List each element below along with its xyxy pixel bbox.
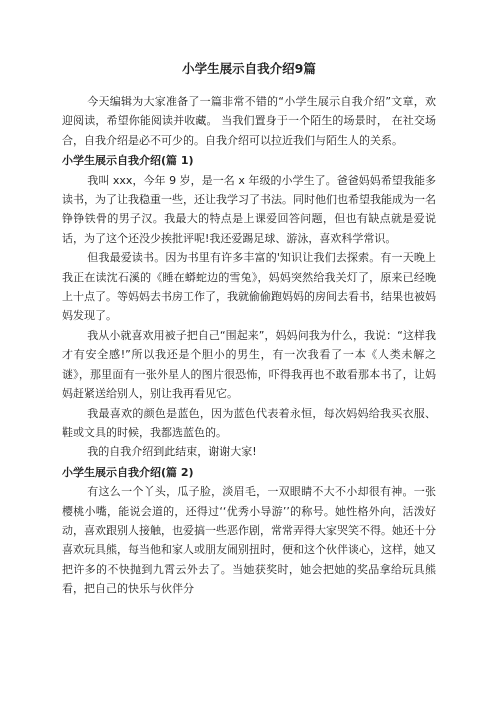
- section-1-paragraph: 但我最爱读书。因为书里有许多丰富的'知识让我们去探索。有一天晚上我正在读沈石溪的《睡在蟒蛇边的雪兔》，妈妈突然给我关灯了，原来已经晚上十点了。等妈妈去书房工作了，我就偷偷跑妈妈的房间去看书，结果也被妈妈发现了。: [62, 251, 436, 323]
- section-2-paragraph: 有这么一个丫头，瓜子脸，淡眉毛，一双眼睛不大不小却很有神。一张樱桃小嘴，能说会道的，还得过‘‘优秀小导游’’的称号。她性格外向，活泼好动，喜欢跟别人接触，也爱搞一些恶作剧，常常弄得大家哭笑不得。她还十分喜欢玩具熊，每当他和家人或朋友闹别扭时，便和这个伙伴谈心，这样，她又把许多的不快抛到九霄云外去了。当她获奖时，她会把她的奖品拿给玩具熊看，把自己的快乐与伙伴分: [62, 485, 436, 596]
- section-1-paragraph: 我最喜欢的颜色是蓝色，因为蓝色代表着永恒，每次妈妈给我买衣服、鞋或文具的时候，我都选蓝色的。: [62, 406, 436, 439]
- section-1-paragraph: 我从小就喜欢用被子把自己“围起来”，妈妈问我为什么，我说：“这样我才有安全感!”所以我还是个胆小的男生，有一次我看了一本《人类未解之谜》，那里面有一张外星人的图片很恐怖，吓得我再也不敢看那本书了，让妈妈赶紧送给别人，别让我再看见它。: [62, 328, 436, 401]
- document-title: 小学生展示自我介绍9篇: [182, 61, 316, 76]
- intro-paragraph: 今天编辑为大家准备了一篇非常不错的“小学生展示自我介绍”文章，欢迎阅读，希望你能阅读并收藏。 当我们置身于一个陌生的场景时， 在社交场合，自我介绍是必不可少的。自我介绍可以拉近我们与陌生人的关系。: [62, 95, 436, 147]
- section-1-paragraph: 我叫 xxx，今年 9 岁，是一名 x 年级的小学生了。爸爸妈妈希望我能多读书，为了让我稳重一些，还让我学习了书法。同时他们也希望我能成为一名铮铮铁骨的男子汉。我最大的特点是上课爱回答问题，但也有缺点就是爱说话，为了这个还没少挨批评呢!我还爱踢足球、游泳，喜欢科学常识。: [62, 173, 436, 245]
- section-1-paragraph: 我的自我介绍到此结束，谢谢大家!: [87, 445, 257, 459]
- section-1-heading: 小学生展示自我介绍(篇 1): [62, 154, 194, 168]
- section-2-heading: 小学生展示自我介绍(篇 2): [62, 465, 194, 479]
